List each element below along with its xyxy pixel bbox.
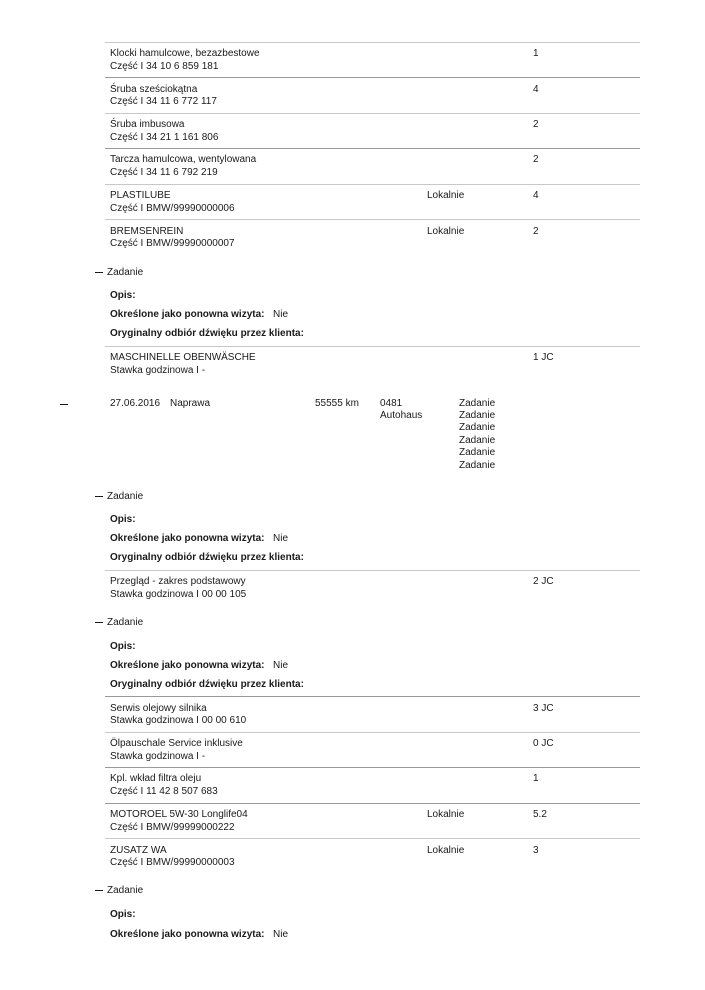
- item-quantity: 4: [533, 84, 539, 95]
- task-toggle[interactable]: [95, 885, 143, 896]
- revisit-value: Nie: [273, 533, 289, 544]
- history-task: Zadanie: [459, 398, 496, 409]
- revisit-label: Określone jako ponowna wizyta:: [110, 929, 265, 940]
- item-quantity: 5.2: [533, 809, 547, 820]
- task-label: Zadanie: [107, 617, 144, 628]
- item-quantity: 4: [533, 190, 539, 201]
- revisit-label: Określone jako ponowna wizyta:: [110, 533, 265, 544]
- item-part-number: Stawka godzinowa I -: [110, 751, 206, 762]
- revisit-label: Określone jako ponowna wizyta:: [110, 309, 265, 320]
- history-type: Naprawa: [170, 398, 211, 409]
- item-name: Śruba sześciokątna: [110, 84, 198, 95]
- divider: [105, 803, 640, 804]
- task-toggle[interactable]: [95, 267, 143, 278]
- dealer-code: 0481: [380, 398, 403, 409]
- description-label: Opis:: [110, 641, 136, 652]
- item-name: ZUSATZ WA: [110, 845, 167, 856]
- divider: [105, 184, 640, 185]
- divider: [105, 570, 640, 571]
- customer-sound-label: Oryginalny odbiór dźwięku przez klienta:: [110, 679, 304, 690]
- divider: [105, 346, 640, 347]
- item-name: Klocki hamulcowe, bezazbestowe: [110, 48, 260, 59]
- item-part-number: Część I BMW/99990000003: [110, 857, 235, 868]
- item-name: PLASTILUBE: [110, 190, 171, 201]
- item-quantity: 1: [533, 773, 539, 784]
- item-part-number: Część I BMW/99999000222: [110, 822, 235, 833]
- item-part-number: Stawka godzinowa I -: [110, 365, 206, 376]
- history-task: Zadanie: [459, 410, 496, 421]
- item-location: Lokalnie: [427, 845, 465, 856]
- collapse-icon: [95, 622, 103, 623]
- item-quantity: 2 JC: [533, 576, 554, 587]
- divider: [105, 148, 640, 149]
- item-name: MASCHINELLE OBENWÄSCHE: [110, 352, 256, 363]
- history-task: Zadanie: [459, 447, 496, 458]
- revisit-value: Nie: [273, 929, 289, 940]
- item-part-number: Część I 34 11 6 772 117: [110, 96, 217, 107]
- description-label: Opis:: [110, 290, 136, 301]
- item-name: Kpl. wkład filtra oleju: [110, 773, 202, 784]
- divider: [105, 219, 640, 220]
- task-toggle[interactable]: [95, 617, 143, 628]
- collapse-icon[interactable]: [60, 404, 68, 405]
- item-location: Lokalnie: [427, 809, 465, 820]
- description-label: Opis:: [110, 514, 136, 525]
- item-name: Serwis olejowy silnika: [110, 703, 207, 714]
- customer-sound-label: Oryginalny odbiór dźwięku przez klienta:: [110, 328, 304, 339]
- divider: [105, 838, 640, 839]
- history-date: 27.06.2016: [110, 398, 161, 409]
- item-part-number: Część I 11 42 8 507 683: [110, 786, 218, 797]
- divider: [105, 77, 640, 78]
- item-part-number: Stawka godzinowa I 00 00 105: [110, 589, 247, 600]
- item-quantity: 3: [533, 845, 539, 856]
- revisit-value: Nie: [273, 660, 289, 671]
- divider: [105, 732, 640, 733]
- item-name: Przegląd - zakres podstawowy: [110, 576, 246, 587]
- customer-sound-label: Oryginalny odbiór dźwięku przez klienta:: [110, 552, 304, 563]
- history-task: Zadanie: [459, 422, 496, 433]
- history-mileage: 55555 km: [315, 398, 359, 409]
- divider: [105, 42, 640, 43]
- item-name: Ölpauschale Service inklusive: [110, 738, 243, 749]
- revisit-value: Nie: [273, 309, 289, 320]
- item-part-number: Część I BMW/99990000006: [110, 203, 235, 214]
- item-name: Śruba imbusowa: [110, 119, 185, 130]
- item-quantity: 2: [533, 154, 539, 165]
- item-part-number: Część I 34 10 6 859 181: [110, 61, 219, 72]
- item-name: MOTOROEL 5W-30 Longlife04: [110, 809, 248, 820]
- task-label: Zadanie: [107, 491, 144, 502]
- history-task: Zadanie: [459, 460, 496, 471]
- item-name: Tarcza hamulcowa, wentylowana: [110, 154, 257, 165]
- task-toggle[interactable]: [95, 491, 143, 502]
- revisit-label: Określone jako ponowna wizyta:: [110, 660, 265, 671]
- item-quantity: 2: [533, 119, 539, 130]
- item-quantity: 1: [533, 48, 539, 59]
- item-quantity: 2: [533, 226, 539, 237]
- item-quantity: 3 JC: [533, 703, 554, 714]
- divider: [105, 696, 640, 697]
- item-location: Lokalnie: [427, 226, 465, 237]
- task-label: Zadanie: [107, 267, 144, 278]
- item-part-number: Część I 34 21 1 161 806: [110, 132, 219, 143]
- divider: [105, 113, 640, 114]
- item-location: Lokalnie: [427, 190, 465, 201]
- task-label: Zadanie: [107, 885, 144, 896]
- item-part-number: Część I BMW/99990000007: [110, 238, 235, 249]
- item-quantity: 0 JC: [533, 738, 554, 749]
- item-quantity: 1 JC: [533, 352, 554, 363]
- collapse-icon: [95, 496, 103, 497]
- collapse-icon: [95, 890, 103, 891]
- divider: [105, 767, 640, 768]
- history-task: Zadanie: [459, 435, 496, 446]
- item-part-number: Stawka godzinowa I 00 00 610: [110, 715, 247, 726]
- item-name: BREMSENREIN: [110, 226, 184, 237]
- description-label: Opis:: [110, 909, 136, 920]
- dealer-name: Autohaus: [380, 410, 423, 421]
- item-part-number: Część I 34 11 6 792 219: [110, 167, 218, 178]
- collapse-icon: [95, 272, 103, 273]
